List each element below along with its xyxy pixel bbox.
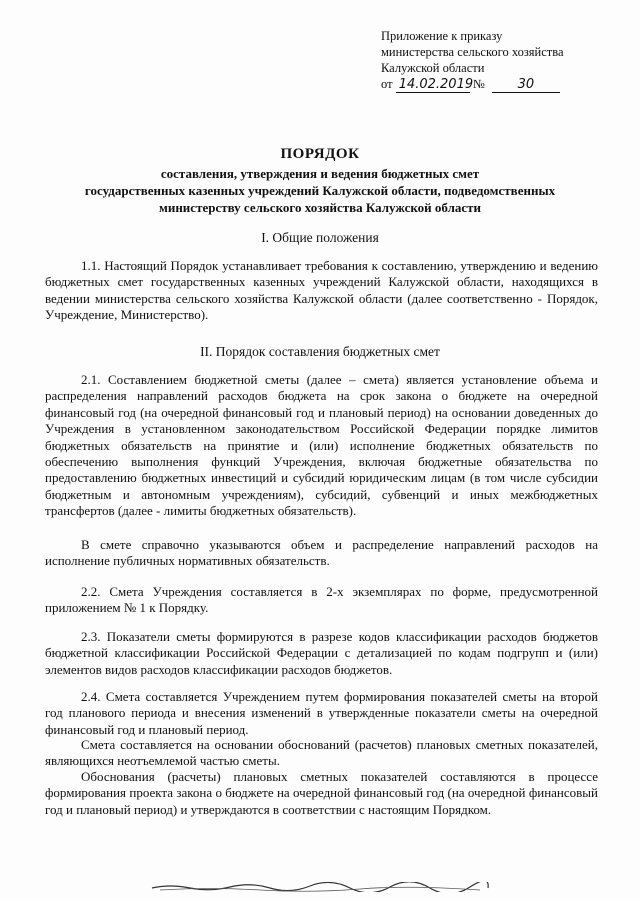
title-line-3: министерству сельского хозяйства Калужской области: [158, 200, 482, 215]
from-label: от: [381, 77, 393, 91]
paragraph-2-1-note: В смете справочно указываются объем и распределение направлений расходов на исполнение публичных нормативных обязательств.: [45, 537, 598, 569]
approval-stamp: [381, 28, 601, 93]
paragraph-2-4-basis: Смета составляется на основании обоснований (расчетов) плановых сметных показателей, являющихся неотъемлемой частью сметы.: [45, 737, 598, 769]
paragraph-2-4-justification: Обоснования (расчеты) плановых сметных показателей составляются в процессе формирования проекта закона о бюджете на очередной финансовый год (на очередной финансовый год и плановый период) и утверждаются в соответствии с настоящим Порядком.: [45, 769, 598, 817]
paragraph-2-4: 2.4. Смета составляется Учреждением путем формирования показателей сметы на второй год планового периода и внесения изменений в утвержденные показатели сметы на очередной финансовый год и плановый период.: [45, 689, 598, 737]
title-line-1: составления, утверждения и ведения бюджетных смет: [160, 166, 480, 181]
approval-date-line: [381, 76, 601, 93]
section-1-heading: I. Общие положения: [261, 230, 379, 245]
signature-scribble: [150, 882, 490, 892]
title-main: ПОРЯДОК: [280, 146, 360, 162]
paragraph-2-2: 2.2. Смета Учреждения составляется в 2-х экземплярах по форме, предусмотренной приложением № 1 к Порядку.: [45, 584, 598, 616]
handwritten-number: 30: [492, 78, 560, 93]
paragraph-1-1: 1.1. Настоящий Порядок устанавливает требования к составлению, утверждению и ведению бюджетных смет государственных казенных учреждений Калужской области, находящихся в ведении министерства сельского хозяйства Калужской области (далее соответственно - Порядок, Учреждение, Министерство).: [45, 258, 598, 323]
paragraph-2-1: 2.1. Составлением бюджетной сметы (далее – смета) является установление объема и распределения направлений расходов бюджета на срок закона о бюджете на очередной финансовый год (на очередной финансовый год и плановый период) на основании доведенных до Учреждения в установленном законодательством Российской Федерации порядке лимитов бюджетных обязательств на принятие и (или) исполнение бюджетных обязательств по обеспечению выполнения функций Учреждения, включая бюджетные обязательства по предоставлению бюджетных инвестиций и субсидий юридическим лицам (в том числе субсидии бюджетным и автономным учреждениям), субсидий, субвенций и иных межбюджетных трансфертов (далее - лимиты бюджетных обязательств).: [45, 372, 598, 519]
approval-line-2: министерства сельского хозяйства: [381, 45, 564, 59]
paragraph-2-3: 2.3. Показатели сметы формируются в разрезе кодов классификации расходов бюджетов бюджетной классификации Российской Федерации с детализацией по кодам подгрупп и (или) элементов видов расходов классификации расходов бюджетов.: [45, 629, 598, 677]
number-label: №: [472, 77, 485, 91]
document-title: [40, 146, 600, 216]
handwritten-date: 14.02.2019: [396, 78, 470, 93]
title-line-2: государственных казенных учреждений Калужской области, подведомственных: [84, 183, 556, 198]
approval-line-1: Приложение к приказу: [381, 29, 503, 43]
approval-line-3: Калужской области: [381, 61, 485, 75]
section-2-heading: II. Порядок составления бюджетных смет: [200, 344, 440, 359]
